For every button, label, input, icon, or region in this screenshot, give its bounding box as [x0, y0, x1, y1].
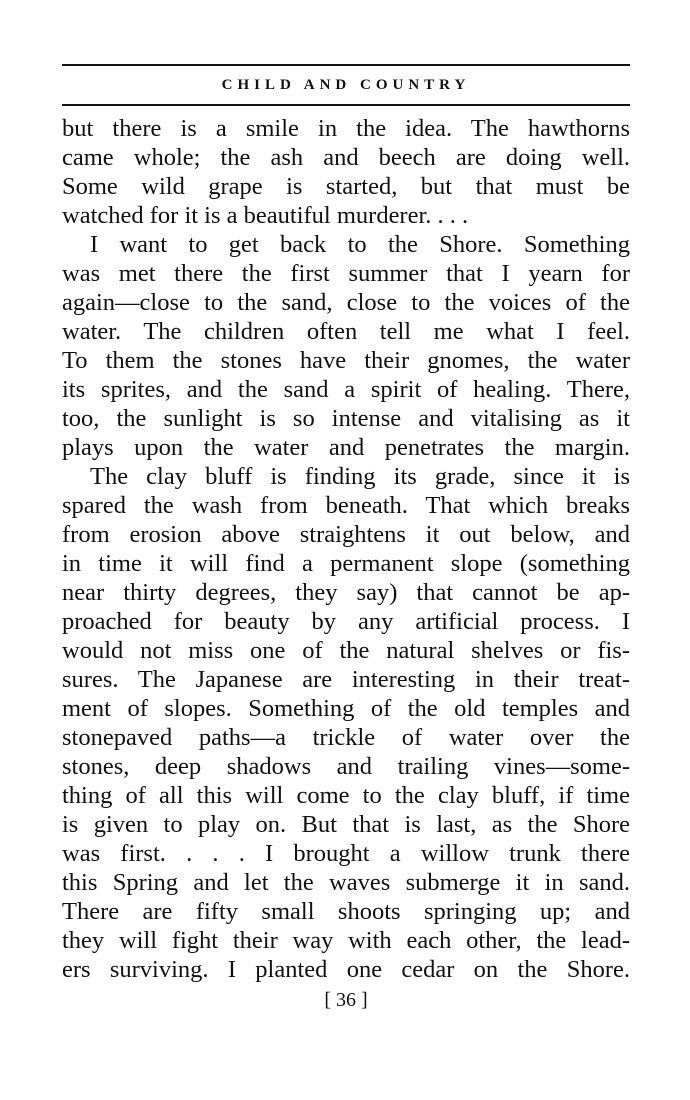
- text-line: its sprites, and the sand a spirit of healing. There,: [62, 376, 630, 403]
- text-line: plays upon the water and penetrates the margin.: [62, 434, 630, 461]
- text-line: this Spring and let the waves submerge it in sand.: [62, 869, 630, 896]
- header-bottom-rule: [62, 104, 630, 106]
- paragraph-first-line: I want to get back to the Shore. Something: [90, 231, 630, 258]
- text-line: too, the sunlight is so intense and vitalising as it: [62, 405, 630, 432]
- text-line: from erosion above straightens it out below, and: [62, 521, 630, 548]
- paragraph-first-line: The clay bluff is finding its grade, since it is: [90, 463, 630, 490]
- text-line: stones, deep shadows and trailing vines—some-: [62, 753, 630, 780]
- text-line: was first. . . . I brought a willow trunk there: [62, 840, 630, 867]
- text-line: ment of slopes. Something of the old temples and: [62, 695, 630, 722]
- text-line: To them the stones have their gnomes, the water: [62, 347, 630, 374]
- text-line: water. The children often tell me what I feel.: [62, 318, 630, 345]
- text-line: but there is a smile in the idea. The hawthorns: [62, 115, 630, 142]
- text-line: stonepaved paths—a trickle of water over the: [62, 724, 630, 751]
- body-text: [62, 114, 630, 984]
- text-line: proached for beauty by any artificial process. I: [62, 608, 630, 635]
- text-line: near thirty degrees, they say) that cannot be ap-: [62, 579, 630, 606]
- running-head: CHILD AND COUNTRY: [221, 77, 471, 93]
- text-line: was met there the first summer that I yearn for: [62, 260, 630, 287]
- text-line: There are fifty small shoots springing up; and: [62, 898, 630, 925]
- header-top-rule: [62, 64, 630, 66]
- text-line: Some wild grape is started, but that must be: [62, 173, 630, 200]
- text-line: in time it will find a permanent slope (something: [62, 550, 630, 577]
- text-line: watched for it is a beautiful murderer. . . .: [62, 202, 469, 229]
- text-line: they will fight their way with each other, the lead-: [62, 927, 630, 954]
- text-line: thing of all this will come to the clay bluff, if time: [62, 782, 630, 809]
- text-line: ers surviving. I planted one cedar on the Shore.: [62, 956, 630, 983]
- text-line: again—close to the sand, close to the voices of the: [62, 289, 630, 316]
- text-line: spared the wash from beneath. That which breaks: [62, 492, 630, 519]
- text-line: came whole; the ash and beech are doing well.: [62, 144, 630, 171]
- page-number: [ 36 ]: [324, 989, 368, 1011]
- text-line: is given to play on. But that is last, as the Shore: [62, 811, 630, 838]
- text-line: would not miss one of the natural shelves or fis-: [62, 637, 630, 664]
- text-line: sures. The Japanese are interesting in their treat-: [62, 666, 630, 693]
